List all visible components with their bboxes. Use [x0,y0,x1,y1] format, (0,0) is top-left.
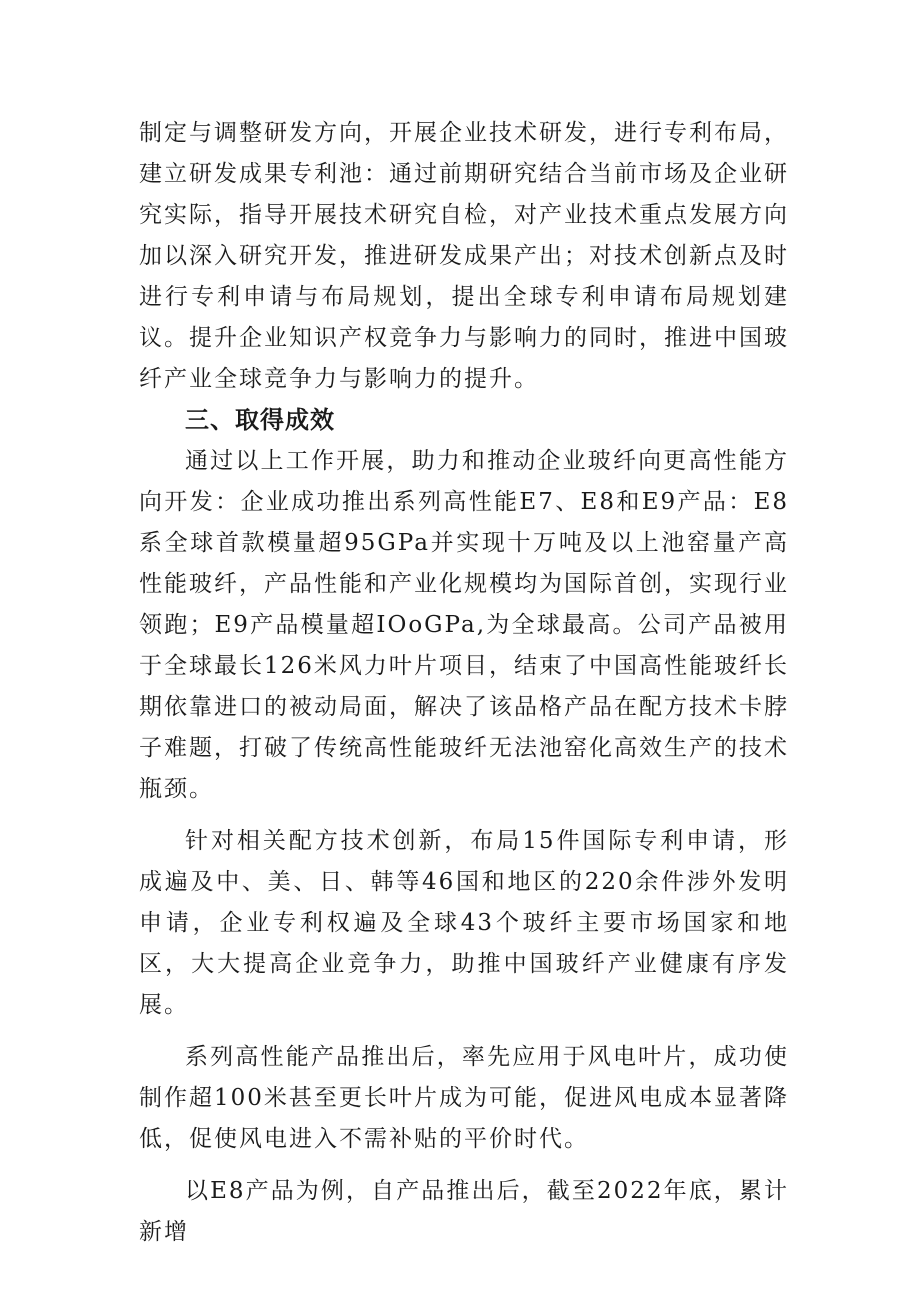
paragraph-e8-example: 以E8产品为例，自产品推出后，截至2022年底，累计新增 [139,1178,789,1245]
section-heading-results: 三、取得成效 [185,406,335,434]
document-body [139,113,789,1253]
paragraph-product-results: 通过以上工作开展，助力和推动企业玻纤向更高性能方向开发：企业成功推出系列高性能E7、E8和E9产品：E8系全球首款模量超95GPa并实现十万吨及以上池窑量产高性能玻纤，产品性能和产业化规模均为国际首创，实现行业领跑；E9产品模量超IOoGPa,为全球最高。公司产品被用于全球最长126米风力叶片项目，结束了中国高性能玻纤长期依靠进口的被动局面，解决了该品格产品在配方技术卡脖子难题，打破了传统高性能玻纤无法池窑化高效生产的技术瓶颈。 [139,448,789,802]
paragraph-wind-blade: 系列高性能产品推出后，率先应用于风电叶片，成功使制作超100米甚至更长叶片成为可能，促进风电成本显著降低，促使风电进入不需补贴的平价时代。 [139,1044,789,1152]
paragraph-rd-direction: 制定与调整研发方向，开展企业技术研发，进行专利布局，建立研发成果专利池：通过前期研究结合当前市场及企业研究实际，指导开展技术研究自检，对产业技术重点发展方向加以深入研究开发，推进研发成果产出；对技术创新点及时进行专利申请与布局规划，提出全球专利申请布局规划建议。提升企业知识产权竞争力与影响力的同时，推进中国玻纤产业全球竞争力与影响力的提升。 [139,120,789,392]
paragraph-patent-layout: 针对相关配方技术创新，布局15件国际专利申请，形成遍及中、美、日、韩等46国和地区的220余件涉外发明申请，企业专利权遍及全球43个玻纤主要市场国家和地区，大大提高企业竞争力，助推中国玻纤产业健康有序发展。 [139,828,789,1018]
